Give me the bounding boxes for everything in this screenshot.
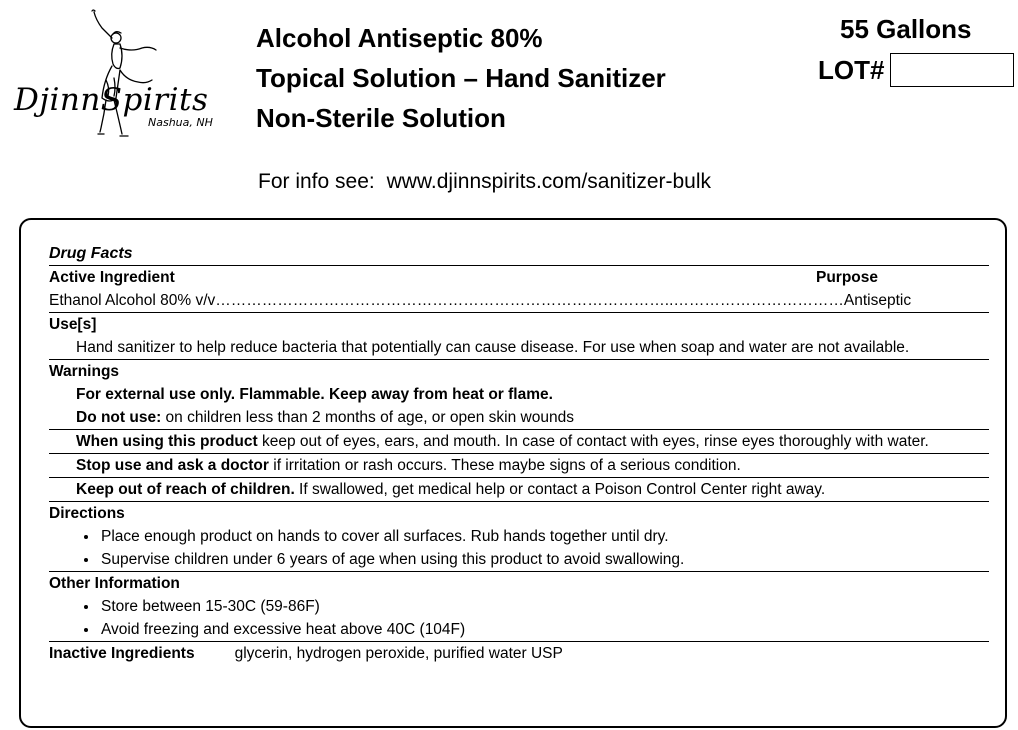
drug-facts-panel	[19, 218, 1007, 728]
when-using-label: When using this product	[76, 433, 258, 450]
volume-label: 55 Gallons	[840, 14, 972, 44]
directions-list	[49, 525, 989, 571]
warnings-section	[49, 360, 989, 502]
stop-use-label: Stop use and ask a doctor	[76, 457, 269, 474]
list-item: • Place enough product on hands to cover all surfaces. Rub hands together until dry.	[99, 525, 989, 548]
other-info-heading: Other Information	[49, 575, 180, 592]
logo	[12, 8, 222, 140]
active-heading-row	[49, 266, 989, 289]
inactive-ingredients-text: glycerin, hydrogen peroxide, purified water USP	[234, 645, 563, 662]
ingredient-line: Ethanol Alcohol 80% v/v……………………………………………………………………………..……………………………Antiseptic	[49, 292, 912, 309]
info-line	[258, 170, 711, 194]
inactive-ingredients-heading: Inactive Ingredients	[49, 645, 195, 662]
product-title	[256, 18, 666, 138]
do-not-use-label: Do not use:	[76, 409, 162, 426]
warnings-heading: Warnings	[49, 363, 120, 380]
uses-heading: Use[s]	[49, 316, 97, 333]
active-ingredient-heading: Active Ingredient	[49, 269, 175, 286]
list-item: • Avoid freezing and excessive heat above 40C (104F)	[99, 618, 989, 641]
title-line-2: Topical Solution – Hand Sanitizer	[256, 63, 666, 93]
other-info-section	[49, 572, 989, 642]
other-info-list	[49, 595, 989, 641]
when-using-text: keep out of eyes, ears, and mouth. In case of contact with eyes, rinse eyes thoroughly with water.	[257, 433, 929, 450]
warning-keep-out	[49, 478, 989, 502]
info-url: www.djinnspirits.com/sanitizer-bulk	[386, 170, 712, 193]
title-line-1: Alcohol Antiseptic 80%	[256, 23, 543, 53]
warning-external: For external use only. Flammable. Keep away from heat or flame.	[76, 386, 553, 403]
warning-when-using	[49, 430, 989, 454]
list-item: • Supervise children under 6 years of age when using this product to avoid swallowing.	[99, 548, 989, 571]
keep-out-text: If swallowed, get medical help or contact a Poison Control Center right away.	[294, 481, 826, 498]
list-item: • Store between 15-30C (59-86F)	[99, 595, 989, 618]
directions-heading: Directions	[49, 505, 125, 522]
do-not-use-text: on children less than 2 months of age, or open skin wounds	[161, 409, 574, 426]
inactive-ingredients-section	[49, 642, 989, 665]
uses-text: Hand sanitizer to help reduce bacteria that potentially can cause disease. For use when soap and water are not available.	[76, 339, 910, 356]
drug-facts	[49, 242, 989, 665]
directions-section	[49, 502, 989, 572]
logo-brand: DjinnSpirits	[14, 82, 209, 118]
active-ingredient-section	[49, 266, 989, 313]
lot-row	[818, 53, 1014, 87]
info-prefix: For info see:	[258, 170, 375, 193]
drug-facts-title: Drug Facts	[49, 245, 133, 262]
purpose-heading: Purpose	[816, 269, 879, 286]
logo-city: Nashua, NH	[148, 116, 213, 129]
keep-out-label: Keep out of reach of children.	[76, 481, 295, 498]
title-line-3: Non-Sterile Solution	[256, 103, 506, 133]
uses-section	[49, 313, 989, 360]
lot-number-box	[890, 53, 1014, 87]
stop-use-text: if irritation or rash occurs. These maybe signs of a serious condition.	[268, 457, 741, 474]
warning-stop-use	[49, 454, 989, 478]
warning-do-not-use	[49, 406, 989, 430]
lot-label: LOT#	[818, 54, 885, 85]
drug-facts-title-row	[49, 242, 989, 266]
